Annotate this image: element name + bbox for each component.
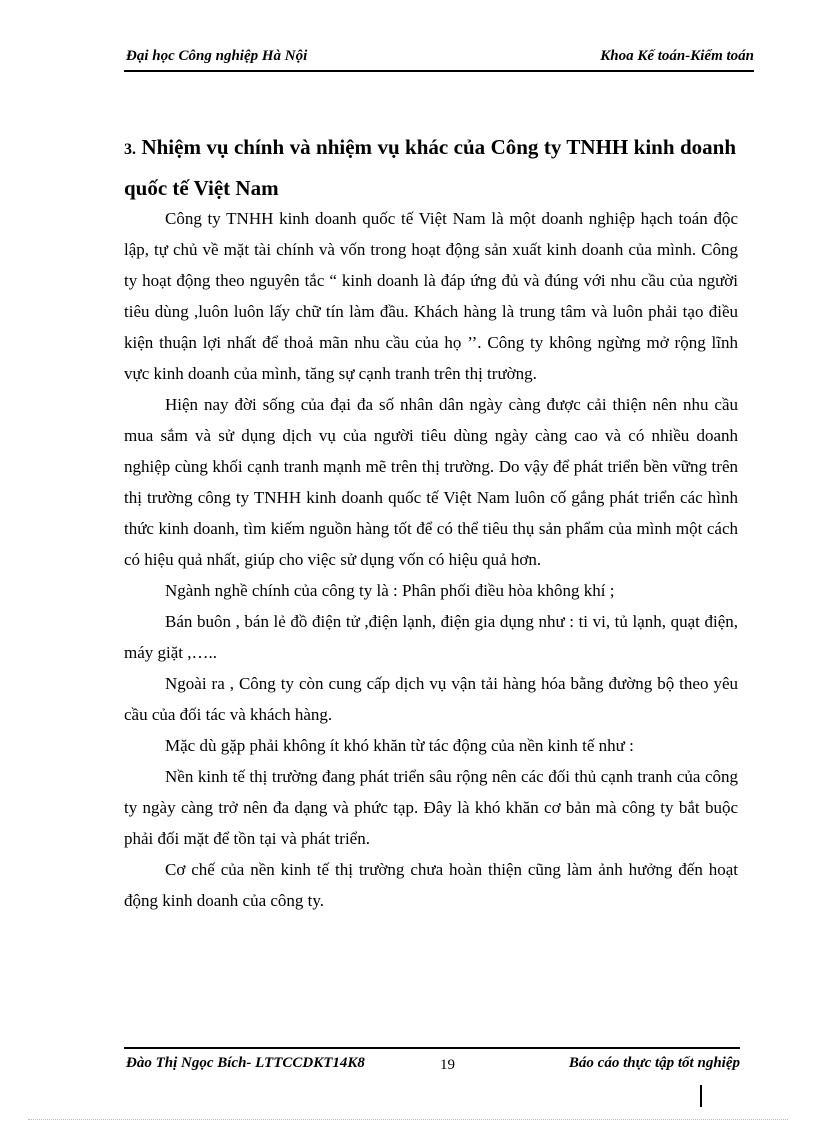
section-title: Nhiệm vụ chính và nhiệm vụ khác của Công ty TNHH kinh doanh quốc tế Việt Nam	[124, 135, 736, 200]
paragraph-1: Công ty TNHH kinh doanh quốc tế Việt Nam là một doanh nghiệp hạch toán độc lập, tự chủ về mặt tài chính và vốn trong hoạt động sản xuất kinh doanh của mình. Công ty hoạt động theo nguyên tắc “ kinh doanh là đáp ứng đủ và đúng với nhu cầu của người tiêu dùng ,luôn luôn lấy chữ tín làm đầu. Khách hàng là trung tâm và luôn phải tạo điều kiện thuận lợi nhất để thoả mãn nhu cầu của họ ’’. Công ty không ngừng mở rộng lĩnh vực kinh doanh của mình, tăng sự cạnh tranh trên thị trường.	[124, 209, 738, 383]
header-faculty: Khoa Kế toán-Kiểm toán	[600, 48, 754, 64]
page-bottom-divider	[28, 1119, 788, 1120]
paragraph-6: Mặc dù gặp phải không ít khó khăn từ tác động của nền kinh tế như :	[165, 736, 634, 755]
body-text	[124, 203, 738, 916]
page-header	[124, 48, 754, 72]
footer-report-title: Báo cáo thực tập tốt nghiệp	[568, 1055, 740, 1071]
section-number: 3.	[124, 141, 136, 158]
footer-author: Đào Thị Ngọc Bích- LTTCCDKT14K8	[126, 1055, 365, 1071]
page-corner-mark	[700, 1085, 702, 1107]
paragraph-3: Ngành nghề chính của công ty là : Phân phối điều hòa không khí ;	[165, 581, 615, 600]
section-heading	[124, 128, 736, 207]
page-footer	[124, 1047, 740, 1075]
paragraph-7: Nền kinh tế thị trường đang phát triển sâu rộng nên các đối thủ cạnh tranh của công ty ngày càng trở nên đa dạng và phức tạp. Đây là khó khăn cơ bản mà công ty bắt buộc phải đối mặt để tồn tại và phát triển.	[124, 767, 738, 848]
page-number: 19	[440, 1057, 455, 1073]
header-university: Đại học Công nghiệp Hà Nội	[126, 48, 308, 64]
paragraph-5: Ngoài ra , Công ty còn cung cấp dịch vụ vận tải hàng hóa bằng đường bộ theo yêu cầu của đối tác và khách hàng.	[124, 674, 738, 724]
paragraph-4: Bán buôn , bán lẻ đồ điện tử ,điện lạnh, điện gia dụng như : ti vi, tủ lạnh, quạt điện, máy giặt ,…..	[124, 612, 738, 662]
paragraph-2: Hiện nay đời sống của đại đa số nhân dân ngày càng được cải thiện nên nhu cầu mua sắm và sử dụng dịch vụ của người tiêu dùng ngày càng cao và có nhiều doanh nghiệp cùng khối cạnh tranh mạnh mẽ trên thị trường. Do vậy để phát triển bền vững trên thị trường công ty TNHH kinh doanh quốc tế Việt Nam luôn cố gắng phát triển các hình thức kinh doanh, tìm kiếm nguồn hàng tốt để có thể tiêu thụ sản phẩm của mình một cách có hiệu quả nhất, giúp cho việc sử dụng vốn có hiệu quả hơn.	[124, 395, 738, 569]
paragraph-8: Cơ chế của nền kinh tế thị trường chưa hoàn thiện cũng làm ảnh hưởng đến hoạt động kinh doanh của công ty.	[124, 860, 738, 910]
